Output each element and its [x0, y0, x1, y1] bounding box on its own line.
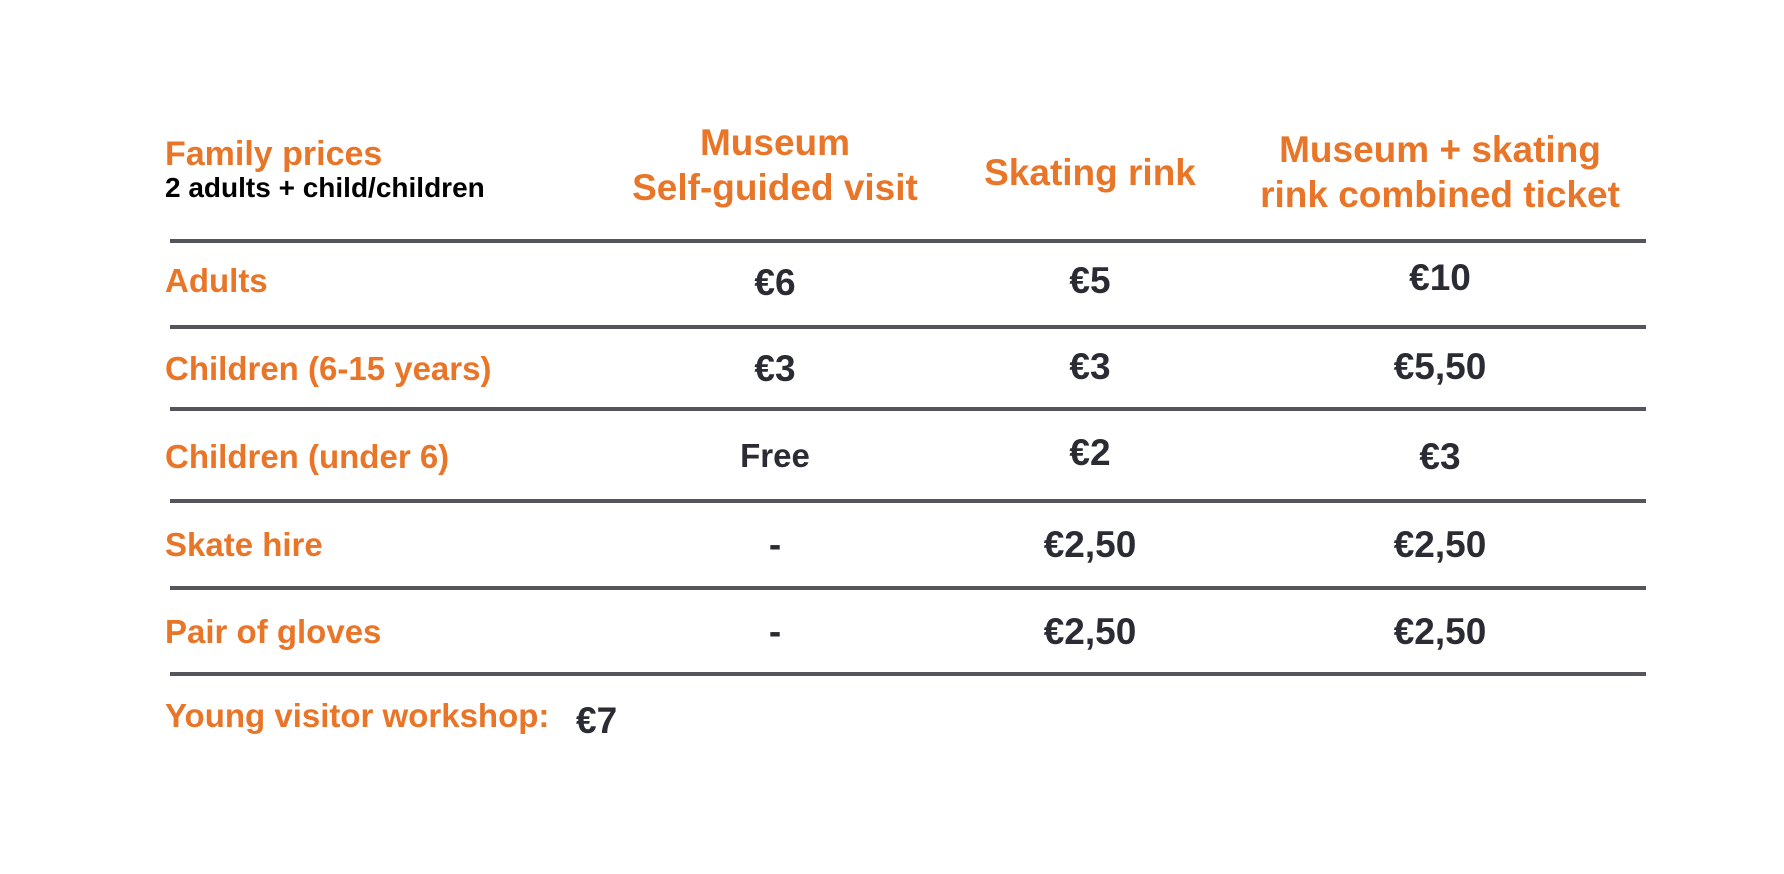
column-header-combined-line1: Museum + skating [1279, 129, 1601, 170]
price-children-under-6-combined: €3 [1419, 436, 1461, 477]
table-divider [170, 325, 1646, 329]
row-label-skate-hire: Skate hire [165, 526, 323, 563]
row-label-adults: Adults [165, 262, 268, 299]
price-adults-rink: €5 [1069, 260, 1111, 301]
family-prices-subtitle: 2 adults + child/children [165, 172, 485, 204]
column-header-museum-line1: Museum [699, 122, 851, 163]
family-prices-header [165, 134, 485, 206]
column-header-skating-rink-line1: Skating rink [984, 152, 1196, 193]
price-skate-hire-rink: €2,50 [1043, 524, 1137, 565]
table-divider [170, 586, 1646, 590]
price-children-6-15-rink: €3 [1069, 346, 1111, 387]
price-gloves-combined: €2,50 [1393, 611, 1487, 652]
row-label-children-6-15: Children (6-15 years) [165, 350, 492, 387]
column-header-combined-ticket [1230, 127, 1650, 217]
price-adults-combined: €10 [1409, 257, 1471, 298]
table-divider [170, 672, 1646, 676]
row-label-children-under-6: Children (under 6) [165, 438, 450, 475]
row-label-pair-of-gloves: Pair of gloves [165, 613, 382, 650]
workshop-label: Young visitor workshop: [165, 697, 550, 734]
price-gloves-rink: €2,50 [1043, 611, 1137, 652]
price-children-6-15-combined: €5,50 [1393, 346, 1487, 387]
price-skate-hire-combined: €2,50 [1393, 524, 1487, 565]
price-children-under-6-rink: €2 [1069, 432, 1111, 473]
column-header-museum [600, 120, 950, 210]
column-header-museum-line2: Self-guided visit [632, 167, 918, 208]
table-divider [170, 407, 1646, 411]
table-divider [170, 499, 1646, 503]
family-prices-title: Family prices [165, 135, 383, 173]
price-adults-museum: €6 [754, 262, 796, 303]
price-children-6-15-museum: €3 [754, 348, 796, 389]
price-gloves-museum: - [768, 611, 782, 652]
table-divider [170, 239, 1646, 243]
column-header-skating-rink [940, 150, 1240, 195]
workshop-price: €7 [576, 700, 618, 741]
price-skate-hire-museum: - [768, 524, 782, 565]
column-header-combined-line2: rink combined ticket [1260, 174, 1620, 215]
price-children-under-6-museum: Free [740, 437, 810, 474]
